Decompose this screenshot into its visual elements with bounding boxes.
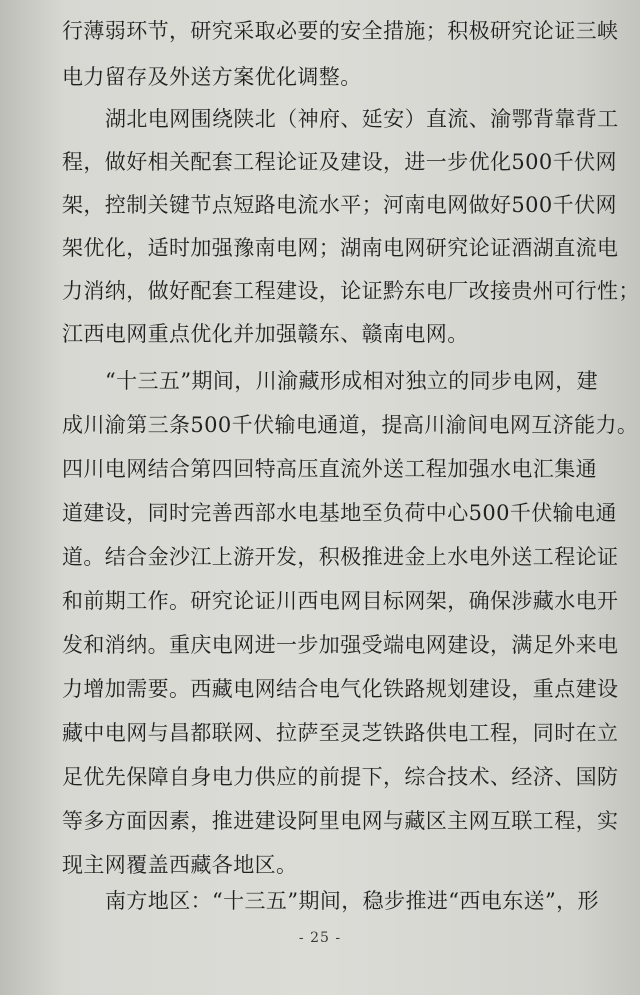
text-line: 等多方面因素，推进建设阿里电网与藏区主网互联工程，实 bbox=[62, 809, 619, 833]
text-line: 足优先保障自身电力供应的前提下，综合技术、经济、国防 bbox=[62, 765, 619, 789]
text-line: 程，做好相关配套工程论证及建设，进一步优化500千伏网 bbox=[62, 150, 617, 174]
page-number: - 25 - bbox=[298, 930, 342, 946]
text-line: 藏中电网与昌都联网、拉萨至灵芝铁路供电工程，同时在立 bbox=[62, 721, 619, 745]
text-line: 道。结合金沙江上游开发，积极推进金上水电外送工程论证 bbox=[62, 545, 619, 569]
text-line: 力消纳，做好配套工程建设，论证黔东电厂改接贵州可行性； bbox=[62, 279, 640, 303]
text-line: 架优化，适时加强豫南电网；湖南电网研究论证酒湖直流电 bbox=[62, 236, 619, 260]
text-line: 成川渝第三条500千伏输电通道，提高川渝间电网互济能力。 bbox=[62, 413, 639, 437]
text-line: 江西电网重点优化并加强赣东、赣南电网。 bbox=[62, 322, 469, 346]
text-line: 现主网覆盖西藏各地区。 bbox=[62, 853, 298, 877]
text-line: 发和消纳。重庆电网进一步加强受端电网建设，满足外来电 bbox=[62, 633, 619, 657]
text-line: 湖北电网围绕陕北（神府、延安）直流、渝鄂背靠背工 bbox=[105, 107, 619, 131]
text-line: 南方地区：“十三五”期间，稳步推进“西电东送”，形 bbox=[105, 889, 599, 913]
text-line: 行薄弱环节，研究采取必要的安全措施；积极研究论证三峡 bbox=[62, 19, 619, 43]
text-line: 电力留存及外送方案优化调整。 bbox=[62, 65, 362, 89]
text-line: 和前期工作。研究论证川西电网目标网架，确保涉藏水电开 bbox=[62, 589, 619, 613]
text-line: 力增加需要。西藏电网结合电气化铁路规划建设，重点建设 bbox=[62, 677, 619, 701]
text-line: 四川电网结合第四回特高压直流外送工程加强水电汇集通 bbox=[62, 457, 597, 481]
text-line: 架，控制关键节点短路电流水平；河南电网做好500千伏网 bbox=[62, 193, 617, 217]
text-line: 道建设，同时完善西部水电基地至负荷中心500千伏输电通 bbox=[62, 501, 617, 525]
text-line: “十三五”期间，川渝藏形成相对独立的同步电网，建 bbox=[105, 369, 599, 393]
